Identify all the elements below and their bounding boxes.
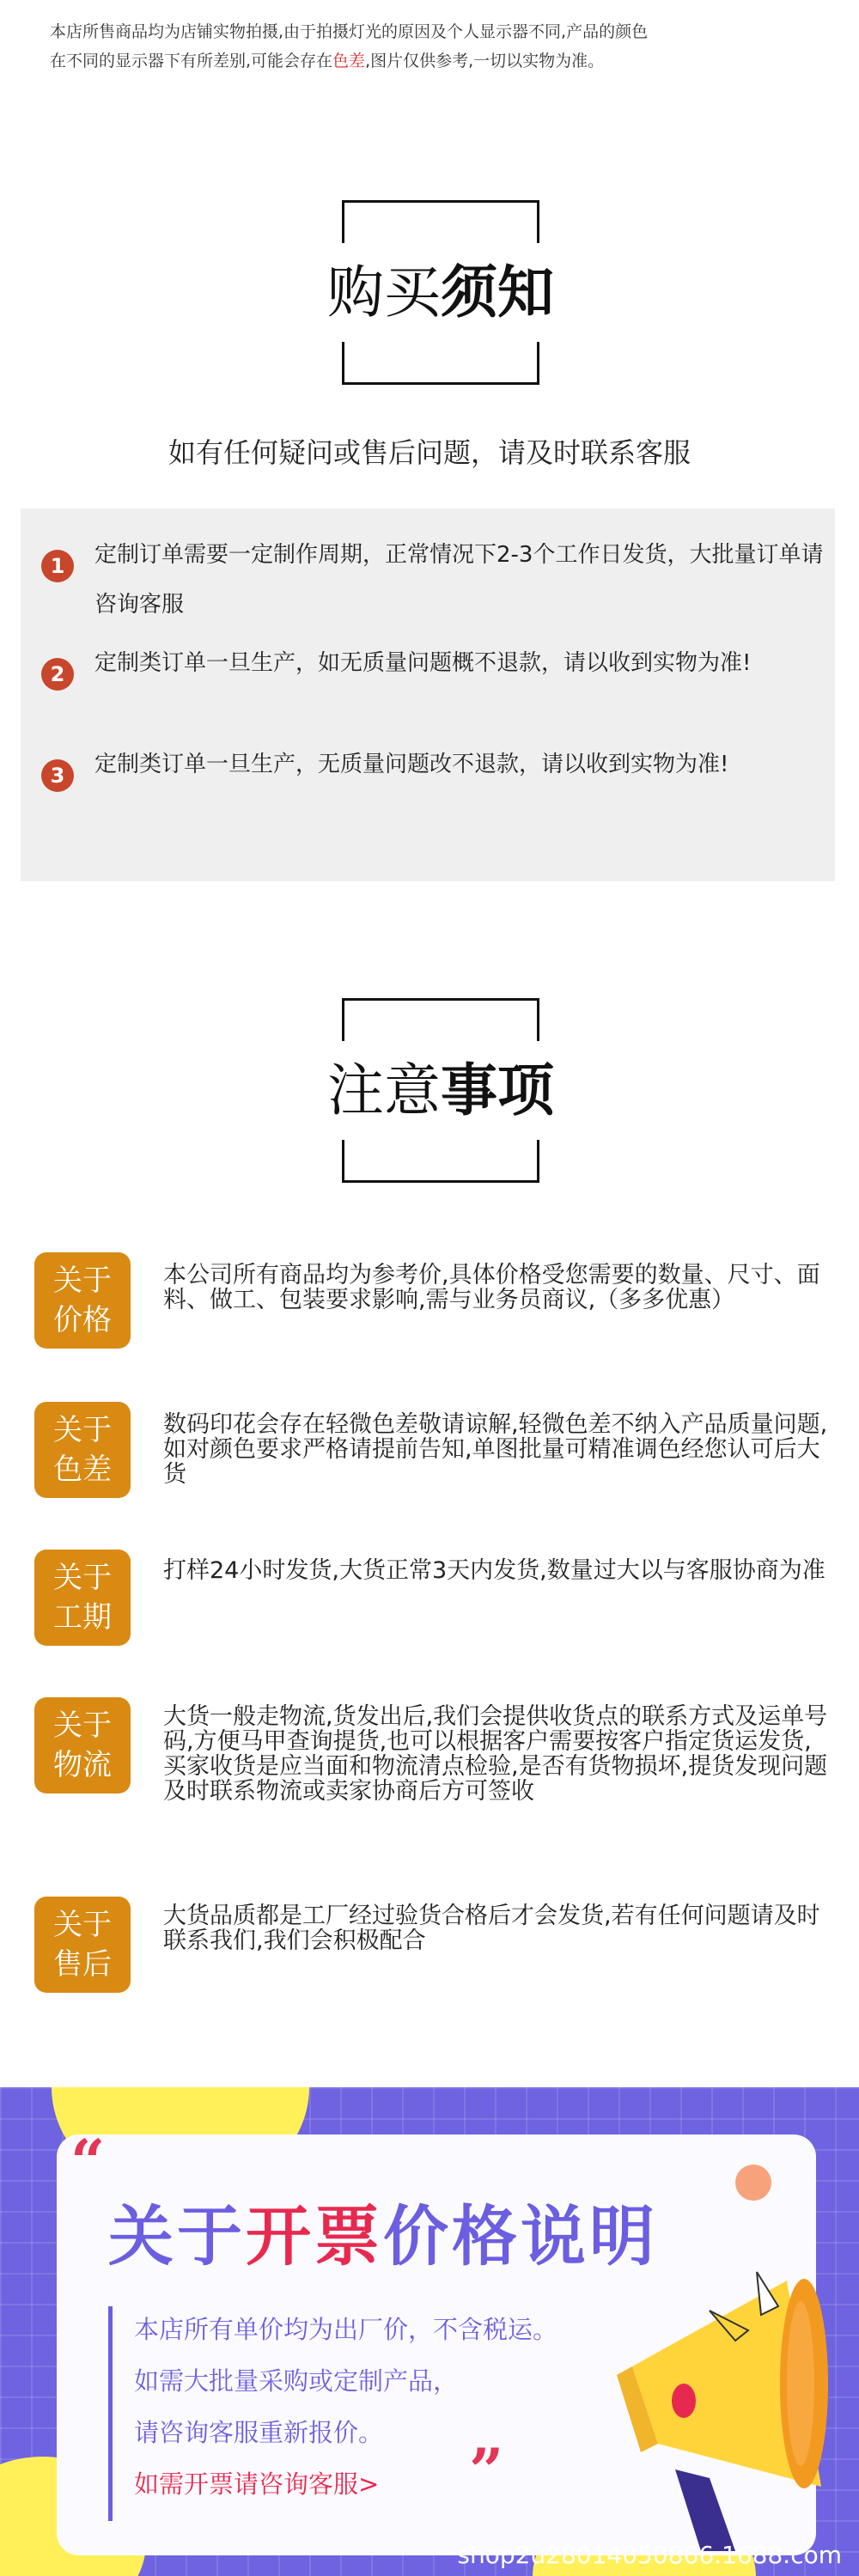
tag-line-1: 关于 [53, 1908, 112, 1942]
attention-text-color: 数码印花会存在轻微色差敬请谅解,轻微色差不纳入产品质量问题,如对颜色要求严格请提前告知,单图批量可精准调色经您认可后大货 [163, 1411, 828, 1488]
tag-line-2: 物流 [53, 1748, 112, 1782]
notice-number-3: 3 [41, 759, 74, 792]
tag-schedule [34, 1550, 131, 1646]
notice-number-1: 1 [41, 550, 74, 582]
title-light: 注意 [327, 1057, 441, 1124]
notice-text-1: 定制订单需要一定制作周期，正常情况下2-3个工作日发货，大批量订单请咨询客服 [94, 542, 824, 618]
invoice-banner [0, 2087, 859, 2576]
title-bold: 事项 [441, 1057, 554, 1124]
disclaimer-text [50, 17, 823, 76]
purchase-notice-heading [327, 200, 554, 385]
notice-text-3: 定制类订单一旦生产，无质量问题改不退款，请以收到实物为准! [94, 752, 729, 777]
tag-line-1: 关于 [53, 1708, 112, 1743]
megaphone-icon [606, 2263, 838, 2555]
tag-color [34, 1402, 131, 1498]
purchase-subtitle: 如有任何疑问或售后问题，请及时联系客服 [168, 436, 691, 469]
notice-text-2: 定制类订单一旦生产，如无质量问题概不退款，请以收到实物为准! [94, 650, 752, 676]
attention-text-logistics: 大货一般走物流,货发出后,我们会提供收货点的联系方式及运单号码,方便马甲查询提货,也可以根据客户需要按客户指定货运发货,买家收货是应当面和物流清点检验,是否有货物损坏,提货发现问题及时联系物流或卖家协商后方可签收 [163, 1703, 828, 1805]
notice-number-2: 2 [41, 658, 74, 691]
tag-line-2: 售后 [53, 1947, 112, 1982]
title-part-invoice: 开票 [246, 2198, 383, 2275]
invoice-card [57, 2126, 816, 2555]
attention-text-price: 本公司所有商品均为参考价,具体价格受您需要的数量、尺寸、面料、做工、包装要求影响,需与业务员商议,（多多优惠） [163, 1262, 820, 1313]
attention-title [308, 1058, 574, 1124]
tag-line-2: 工期 [53, 1600, 112, 1635]
invoice-line-2: 如需大批量采购或定制产品， [134, 2366, 459, 2396]
accent-line [108, 2306, 113, 2521]
shop-watermark: shop2u28014050866.1688.com [457, 2541, 842, 2569]
bracket-top [342, 200, 539, 243]
disclaimer-line-1: 本店所售商品均为店铺实物拍摄,由于拍摄灯光的原因及个人显示器不同,产品的颜色 [50, 22, 649, 41]
attention-text-schedule: 打样24小时发货,大货正常3天内发货,数量过大以与客服协商为准 [163, 1557, 825, 1584]
bracket-bottom [342, 342, 539, 385]
attention-heading [327, 998, 554, 1183]
title-part-about: 关于 [108, 2198, 246, 2275]
title-part-price: 价格说明 [383, 2198, 658, 2275]
purchase-notice-box [21, 509, 835, 881]
color-difference-highlight: 色差 [332, 52, 366, 70]
tag-line-1: 关于 [53, 1413, 112, 1447]
orange-dot [735, 2165, 771, 2201]
tag-logistics [34, 1697, 131, 1793]
title-bold: 须知 [441, 259, 554, 326]
tag-line-1: 关于 [53, 1264, 112, 1298]
invoice-line-1: 本店所有单价均为出厂价，不含税运。 [134, 2315, 558, 2344]
disclaimer-line-2-pre: 在不同的显示器下有所差别,可能会存在 [50, 52, 333, 70]
purchase-notice-title [308, 260, 574, 326]
tag-line-1: 关于 [53, 1561, 112, 1595]
bracket-bottom [342, 1140, 539, 1183]
open-quote-icon: “ [70, 2126, 106, 2197]
disclaimer-line-2-post: ,图片仅供参考,一切以实物为准。 [365, 52, 605, 70]
tag-line-2: 价格 [53, 1303, 112, 1337]
tag-line-2: 色差 [53, 1452, 112, 1487]
invoice-line-3: 请咨询客服重新报价。 [134, 2418, 384, 2447]
attention-text-aftersale: 大货品质都是工厂经过验货合格后才会发货,若有任何问题请及时联系我们,我们会积极配合 [163, 1903, 820, 1954]
invoice-title [108, 2184, 658, 2278]
close-quote-icon: ” [469, 2435, 504, 2506]
disclaimer-line-2 [50, 46, 823, 76]
tag-price [34, 1252, 131, 1349]
title-light: 购买 [327, 259, 441, 326]
bracket-top [342, 998, 539, 1041]
invoice-contact-link[interactable]: 如需开票请咨询客服> [134, 2469, 380, 2499]
tag-aftersale [34, 1897, 131, 1993]
